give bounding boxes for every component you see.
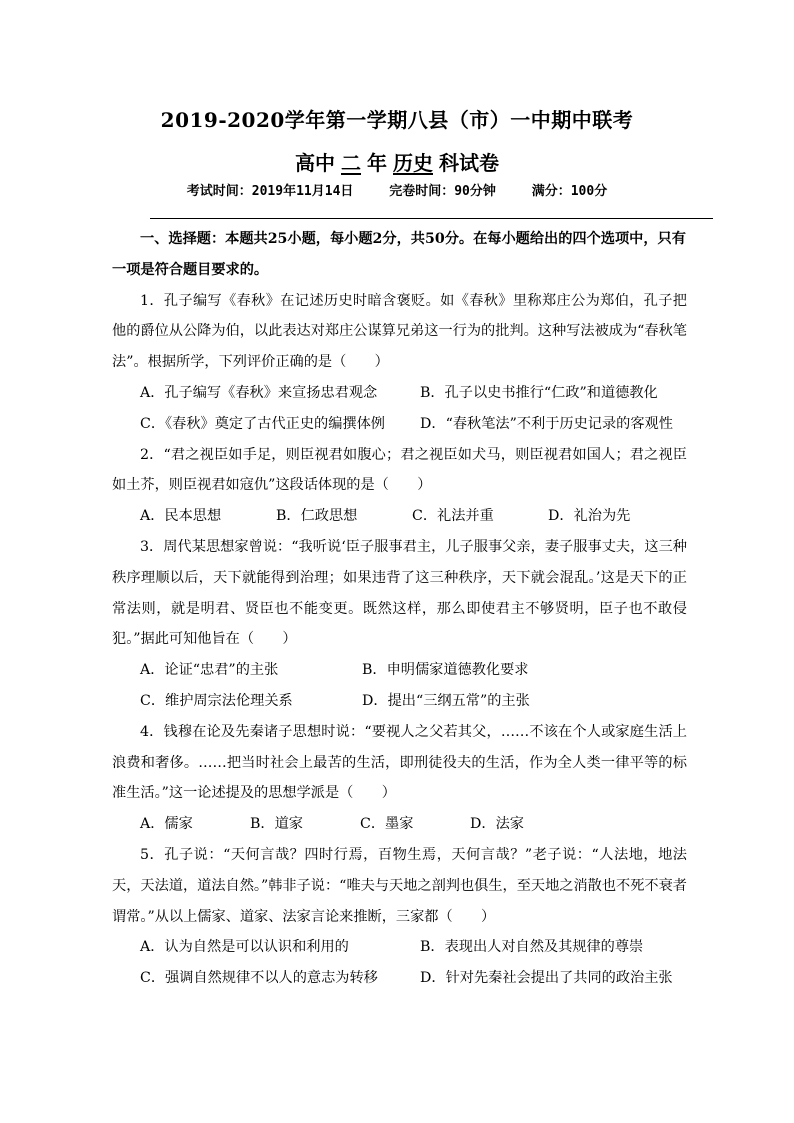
exam-date: 考试时间：2019年11月14日 [186, 184, 354, 199]
header-divider [150, 218, 713, 219]
question-4-option-c: C．墨家 [360, 816, 414, 833]
subtitle-suffix: 科试卷 [439, 151, 499, 175]
question-2-options [112, 501, 687, 532]
question-1-option-c: C．《春秋》奠定了古代正史的编撰体例 [140, 415, 385, 432]
exam-subtitle [0, 147, 794, 176]
section-heading: 一、选择题：本题共25小题，每小题2分，共50分。在每小题给出的四个选项中，只有一项是符合题目要求的。 [112, 231, 686, 278]
question-3-option-b: B．申明儒家道德教化要求 [362, 662, 529, 679]
question-1-option-d: D．“春秋笔法”不利于历史记录的客观性 [420, 415, 673, 432]
question-5-options-row-2 [112, 963, 687, 994]
subtitle-mid: 年 [367, 151, 387, 175]
question-4-option-d: D．法家 [470, 816, 524, 833]
question-5-stem: 5．孔子说：“天何言哉？四时行焉，百物生焉，天何言哉？”老子说：“人法地，地法天，天法道，道法自然。”韩非子说：“唯夫与天地之剖判也俱生，至天地之消散也不死不衰者谓常。”从以上儒家、道家、法家言论来推断，三家都（ ） [112, 846, 687, 925]
exam-content [112, 224, 687, 994]
exam-info [0, 180, 794, 199]
question-3-stem: 3．周代某思想家曾说：“我听说‘臣子服事君主，儿子服事父亲，妻子服事丈夫，这三种秩序理顺以后，天下就能得到治理；如果违背了这三种秩序，天下就会混乱。’这是天下的正常法则，就是明君、贤臣也不能变更。既然这样，那么即使君主不够贤明，臣子也不敢侵犯。”据此可知他旨在（ ） [112, 538, 687, 648]
question-5-option-c: C．强调自然规律不以人的意志为转移 [140, 970, 378, 987]
exam-title: 2019-2020学年第一学期八县（市）一中期中联考 [160, 108, 634, 132]
question-3-option-a: A．论证“忠君”的主张 [140, 662, 279, 679]
question-5-options-row-1 [112, 932, 687, 963]
subject-field: 历史 [393, 151, 433, 175]
question-2-stem: 2．“君之视臣如手足，则臣视君如腹心；君之视臣如犬马，则臣视君如国人；君之视臣如土芥，则臣视君如寇仇”这段话体现的是（ ） [112, 446, 687, 494]
question-2-option-a: A．民本思想 [140, 508, 222, 525]
question-3-option-c: C．维护周宗法伦理关系 [140, 692, 293, 709]
question-1-stem: 1．孔子编写《春秋》在记述历史时暗含褒贬。如《春秋》里称郑庄公为郑伯，孔子把他的爵位从公降为伯，以此表达对郑庄公谋算兄弟这一行为的批判。这种写法被成为“春秋笔法”。根据所学，下列评价正确的是（ ） [112, 292, 687, 371]
question-2-option-d: D．礼治为先 [548, 508, 631, 525]
question-1-option-b: B．孔子以史书推行“仁政”和道德教化 [420, 384, 658, 401]
exam-full-score: 满分：100分 [531, 184, 608, 199]
question-4-option-b: B．道家 [250, 816, 303, 833]
subtitle-prefix: 高中 [295, 151, 335, 175]
question-2-option-c: C．礼法并重 [412, 508, 494, 525]
question-1-option-a: A．孔子编写《春秋》来宣扬忠君观念 [140, 384, 378, 401]
question-5-option-a: A．认为自然是可以认识和利用的 [140, 939, 349, 956]
question-3-option-d: D．提出“三纲五常”的主张 [362, 692, 530, 709]
exam-duration: 完卷时间：90分钟 [389, 184, 496, 199]
question-5-option-b: B．表现出人对自然及其规律的尊崇 [420, 939, 644, 956]
question-2-option-b: B．仁政思想 [276, 508, 358, 525]
question-4-stem: 4．钱穆在论及先秦诸子思想时说：“要视人之父若其父，……不该在个人或家庭生活上浪费和奢侈。……把当时社会上最苦的生活，即刑徒役夫的生活，作为全人类一律平等的标准生活。”这一论述提及的思想学派是（ ） [112, 723, 687, 802]
question-1-options-row-2 [112, 409, 687, 440]
question-3-options-row-1 [112, 655, 687, 686]
grade-field: 二 [341, 151, 361, 175]
question-1-options-row-1 [112, 378, 687, 409]
question-3-options-row-2 [112, 686, 687, 717]
question-4-options [112, 809, 687, 840]
question-4-option-a: A．儒家 [140, 816, 193, 833]
question-5-option-d: D．针对先秦社会提出了共同的政治主张 [420, 970, 673, 987]
